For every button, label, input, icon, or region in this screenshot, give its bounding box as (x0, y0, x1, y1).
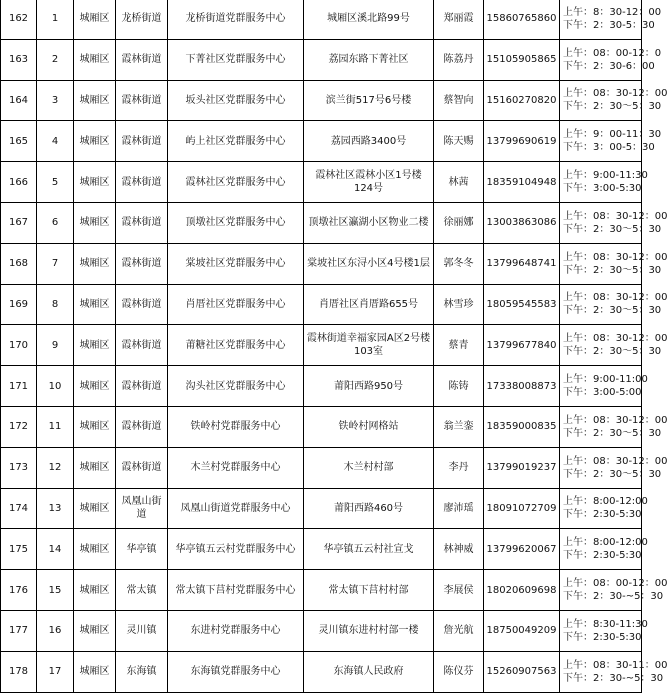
district-cell: 城厢区 (74, 0, 116, 39)
row-number-cell: 2 (37, 39, 74, 80)
morning-hours: 上午：08：30-12：00 (563, 88, 668, 100)
afternoon-hours: 下午：2：30-6：00 (563, 60, 655, 72)
hours-cell (560, 651, 668, 692)
address-cell: 顶墩社区瀛湖小区物业二楼 (304, 202, 434, 243)
district-cell: 城厢区 (74, 162, 116, 203)
district-cell: 城厢区 (74, 121, 116, 162)
hours-cell (560, 488, 648, 529)
afternoon-hours: 下午：2：30-5：30 (563, 19, 655, 31)
contact-cell: 徐丽娜 (434, 202, 484, 243)
street-cell: 霞林街道 (116, 325, 168, 366)
table-row (1, 570, 642, 611)
center-name-cell: 常太镇下莒村党群服务中心 (168, 570, 304, 611)
street-cell: 霞林街道 (116, 284, 168, 325)
hours-cell (560, 529, 648, 570)
row-seq-cell: 177 (1, 610, 37, 651)
afternoon-hours: 下午：3:00-5:00 (563, 387, 642, 399)
contact-cell: 翁兰銮 (434, 406, 484, 447)
contact-cell: 郑丽霞 (434, 0, 484, 39)
address-cell: 莆阳西路950号 (304, 366, 434, 407)
table-row (1, 447, 642, 488)
table-row (1, 121, 642, 162)
district-cell: 城厢区 (74, 610, 116, 651)
street-cell: 东海镇 (116, 651, 168, 692)
row-number-cell: 11 (37, 406, 74, 447)
center-name-cell: 铁岭村党群服务中心 (168, 406, 304, 447)
table-row (1, 162, 642, 203)
afternoon-hours: 下午：3:00-5:30 (563, 183, 642, 195)
row-seq-cell: 163 (1, 39, 37, 80)
center-name-cell: 东进村党群服务中心 (168, 610, 304, 651)
street-cell: 霞林街道 (116, 121, 168, 162)
morning-hours: 上午：08：30-12：00 (563, 210, 668, 222)
street-cell: 常太镇 (116, 570, 168, 611)
afternoon-hours: 下午：2：30～5：30 (563, 223, 662, 235)
row-seq-cell: 165 (1, 121, 37, 162)
district-cell: 城厢区 (74, 651, 116, 692)
morning-hours: 上午：08：30-12：00 (563, 251, 668, 263)
row-number-cell: 16 (37, 610, 74, 651)
contact-cell: 陈铸 (434, 366, 484, 407)
hours-cell (560, 243, 668, 284)
afternoon-hours: 下午：2:30-5:30 (563, 631, 642, 643)
table-row (1, 529, 642, 570)
center-name-cell: 顶墩社区党群服务中心 (168, 202, 304, 243)
contact-cell: 蔡智向 (434, 80, 484, 121)
district-cell: 城厢区 (74, 488, 116, 529)
district-cell: 城厢区 (74, 529, 116, 570)
contact-cell: 陈荔丹 (434, 39, 484, 80)
center-name-cell: 莆糖社区党群服务中心 (168, 325, 304, 366)
table-row (1, 202, 642, 243)
row-number-cell: 7 (37, 243, 74, 284)
address-cell: 荔园东路下菁社区 (304, 39, 434, 80)
table-row (1, 284, 642, 325)
row-number-cell: 4 (37, 121, 74, 162)
hours-cell (560, 447, 668, 488)
row-number-cell: 9 (37, 325, 74, 366)
contact-cell: 林茜 (434, 162, 484, 203)
address-cell: 霞林社区霞林小区1号楼124号 (304, 162, 434, 203)
afternoon-hours: 下午：2：30-~5：30 (563, 591, 664, 603)
morning-hours: 上午：08：30-12：00 (563, 455, 668, 467)
morning-hours: 上午：8:00-12:00 (563, 537, 648, 549)
contact-cell: 李丹 (434, 447, 484, 488)
hours-cell (560, 570, 668, 611)
morning-hours: 上午：08：30-11：00 (563, 659, 668, 671)
morning-hours: 上午：08：30-12：00 (563, 333, 668, 345)
row-number-cell: 10 (37, 366, 74, 407)
center-name-cell: 沟头社区党群服务中心 (168, 366, 304, 407)
phone-cell: 18359000835 (484, 406, 560, 447)
hours-cell (560, 39, 662, 80)
phone-cell: 13799677840 (484, 325, 560, 366)
row-seq-cell: 166 (1, 162, 37, 203)
district-cell: 城厢区 (74, 202, 116, 243)
afternoon-hours: 下午：2：30～5：30 (563, 427, 662, 439)
phone-cell: 13003863086 (484, 202, 560, 243)
center-name-cell: 棠坡社区党群服务中心 (168, 243, 304, 284)
table-row (1, 39, 642, 80)
row-seq-cell: 167 (1, 202, 37, 243)
center-name-cell: 霞林社区党群服务中心 (168, 162, 304, 203)
address-cell: 霞林街道幸福家园A区2号楼103室 (304, 325, 434, 366)
afternoon-hours: 下午：2:30-5:30 (563, 550, 642, 562)
morning-hours: 上午：08：30-12：00 (563, 292, 668, 304)
address-cell: 荔园西路3400号 (304, 121, 434, 162)
afternoon-hours: 下午：2：30～5：30 (563, 101, 662, 113)
contact-cell: 陈天赐 (434, 121, 484, 162)
phone-cell: 18359104948 (484, 162, 560, 203)
contact-cell: 蔡青 (434, 325, 484, 366)
row-number-cell: 1 (37, 0, 74, 39)
row-number-cell: 5 (37, 162, 74, 203)
phone-cell: 17338008873 (484, 366, 560, 407)
phone-cell: 18091072709 (484, 488, 560, 529)
address-cell: 莆阳西路460号 (304, 488, 434, 529)
morning-hours: 上午：9:00-11:00 (563, 374, 648, 386)
contact-cell: 廖沛瑶 (434, 488, 484, 529)
district-cell: 城厢区 (74, 39, 116, 80)
address-cell: 灵川镇东进村村部一楼 (304, 610, 434, 651)
district-cell: 城厢区 (74, 447, 116, 488)
street-cell: 华亭镇 (116, 529, 168, 570)
phone-cell: 18020609698 (484, 570, 560, 611)
row-seq-cell: 169 (1, 284, 37, 325)
table-row (1, 488, 642, 529)
center-name-cell: 木兰村党群服务中心 (168, 447, 304, 488)
district-cell: 城厢区 (74, 366, 116, 407)
afternoon-hours: 下午：2：30～5：30 (563, 305, 662, 317)
hours-cell (560, 202, 668, 243)
street-cell: 龙桥街道 (116, 0, 168, 39)
hours-cell (560, 406, 668, 447)
morning-hours: 上午：8:00-12:00 (563, 496, 648, 508)
row-seq-cell: 168 (1, 243, 37, 284)
hours-cell (560, 162, 648, 203)
street-cell: 霞林街道 (116, 80, 168, 121)
table-body (1, 0, 668, 692)
hours-cell (560, 366, 648, 407)
street-cell: 霞林街道 (116, 162, 168, 203)
row-number-cell: 6 (37, 202, 74, 243)
street-cell: 霞林街道 (116, 366, 168, 407)
afternoon-hours: 下午：2：30～5：30 (563, 264, 662, 276)
contact-cell: 林雪珍 (434, 284, 484, 325)
row-number-cell: 12 (37, 447, 74, 488)
table-row (1, 406, 642, 447)
row-seq-cell: 173 (1, 447, 37, 488)
morning-hours: 上午：8:30-11:30 (563, 618, 648, 630)
phone-cell: 15105905865 (484, 39, 560, 80)
center-name-cell: 龙桥街道党群服务中心 (168, 0, 304, 39)
phone-cell: 18059545583 (484, 284, 560, 325)
address-cell: 棠坡社区东浔小区4号楼1层 (304, 243, 434, 284)
hours-cell (560, 610, 648, 651)
district-cell: 城厢区 (74, 80, 116, 121)
address-cell: 常太镇下莒村村部 (304, 570, 434, 611)
center-name-cell: 肖厝社区党群服务中心 (168, 284, 304, 325)
morning-hours: 上午：08：00-12：0 (563, 47, 662, 59)
row-seq-cell: 162 (1, 0, 37, 39)
district-cell: 城厢区 (74, 325, 116, 366)
morning-hours: 上午：8：30-12：00 (563, 6, 662, 18)
row-number-cell: 3 (37, 80, 74, 121)
row-number-cell: 14 (37, 529, 74, 570)
table-row (1, 325, 642, 366)
table-row (1, 610, 642, 651)
street-cell: 灵川镇 (116, 610, 168, 651)
morning-hours: 上午：9:00-11:30 (563, 170, 648, 182)
row-seq-cell: 175 (1, 529, 37, 570)
contact-cell: 詹光航 (434, 610, 484, 651)
center-name-cell: 屿上社区党群服务中心 (168, 121, 304, 162)
afternoon-hours: 下午：3：00-5：30 (563, 142, 655, 154)
row-number-cell: 8 (37, 284, 74, 325)
morning-hours: 上午：08：30-12：00 (563, 414, 668, 426)
district-cell: 城厢区 (74, 406, 116, 447)
district-cell: 城厢区 (74, 570, 116, 611)
row-seq-cell: 172 (1, 406, 37, 447)
address-cell: 华亭镇五云村社宣戈 (304, 529, 434, 570)
center-name-cell: 凤凰山街道党群服务中心 (168, 488, 304, 529)
morning-hours: 上午：9：00-11：30 (563, 129, 662, 141)
table-row (1, 0, 642, 39)
address-cell: 东海镇人民政府 (304, 651, 434, 692)
hours-cell (560, 121, 662, 162)
address-cell: 木兰村村部 (304, 447, 434, 488)
street-cell: 霞林街道 (116, 406, 168, 447)
hours-cell (560, 325, 668, 366)
phone-cell: 15160270820 (484, 80, 560, 121)
address-cell: 肖厝社区肖厝路655号 (304, 284, 434, 325)
phone-cell: 15260907563 (484, 651, 560, 692)
table-row (1, 651, 642, 692)
row-number-cell: 15 (37, 570, 74, 611)
phone-cell: 13799019237 (484, 447, 560, 488)
phone-cell: 13799648741 (484, 243, 560, 284)
hours-cell (560, 284, 668, 325)
address-cell: 滨兰街517号6号楼 (304, 80, 434, 121)
center-name-cell: 华亭镇五云村党群服务中心 (168, 529, 304, 570)
center-name-cell: 坂头社区党群服务中心 (168, 80, 304, 121)
hours-cell (560, 80, 668, 121)
row-seq-cell: 174 (1, 488, 37, 529)
row-number-cell: 17 (37, 651, 74, 692)
center-name-cell: 下菁社区党群服务中心 (168, 39, 304, 80)
street-cell: 霞林街道 (116, 243, 168, 284)
row-seq-cell: 171 (1, 366, 37, 407)
center-name-cell: 东海镇党群服务中心 (168, 651, 304, 692)
address-cell: 城厢区溪北路99号 (304, 0, 434, 39)
morning-hours: 上午：08：00-12：00 (563, 578, 668, 590)
phone-cell: 18750049209 (484, 610, 560, 651)
street-cell: 凤凰山街道 (116, 488, 168, 529)
street-cell: 霞林街道 (116, 39, 168, 80)
contact-cell: 林神威 (434, 529, 484, 570)
phone-cell: 13799620067 (484, 529, 560, 570)
afternoon-hours: 下午：2：30～5：30 (563, 346, 662, 358)
street-cell: 霞林街道 (116, 447, 168, 488)
afternoon-hours: 下午：2：30-~5：30 (563, 672, 664, 684)
district-cell: 城厢区 (74, 284, 116, 325)
afternoon-hours: 下午：2：30～5：30 (563, 468, 662, 480)
phone-cell: 15860765860 (484, 0, 560, 39)
hours-cell (560, 0, 662, 39)
contact-cell: 陈仪芬 (434, 651, 484, 692)
row-seq-cell: 164 (1, 80, 37, 121)
row-seq-cell: 176 (1, 570, 37, 611)
contact-cell: 李展侯 (434, 570, 484, 611)
address-cell: 铁岭村网格站 (304, 406, 434, 447)
contact-cell: 郭冬冬 (434, 243, 484, 284)
row-number-cell: 13 (37, 488, 74, 529)
district-cell: 城厢区 (74, 243, 116, 284)
afternoon-hours: 下午：2:30-5:30 (563, 509, 642, 521)
row-seq-cell: 170 (1, 325, 37, 366)
row-seq-cell: 178 (1, 651, 37, 692)
table-row (1, 80, 642, 121)
street-cell: 霞林街道 (116, 202, 168, 243)
phone-cell: 13799690619 (484, 121, 560, 162)
table-row (1, 243, 642, 284)
table-row (1, 366, 642, 407)
